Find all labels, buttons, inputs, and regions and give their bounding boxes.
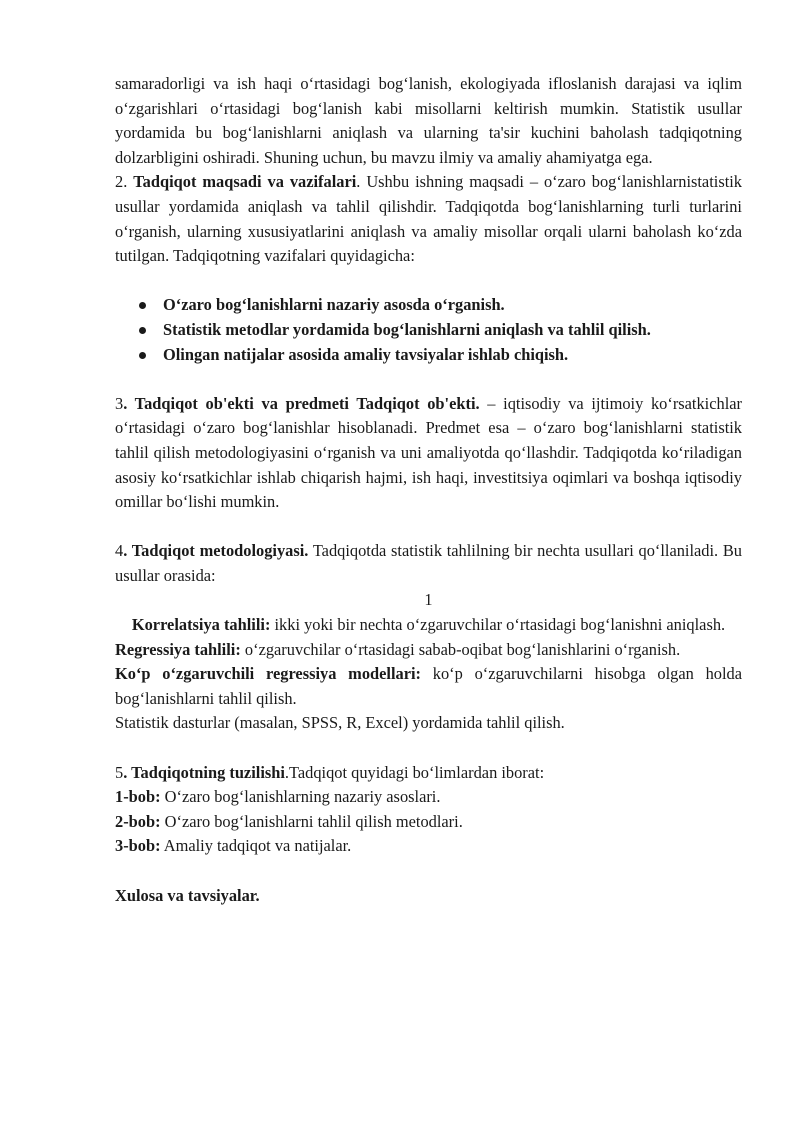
chapter-text: Amaliy tadqiqot va natijalar. — [160, 836, 352, 856]
method-correlation-label: Korrelatsiya tahlili: — [131, 615, 271, 635]
section-3-text: – iqtisodiy va ijtimoiy ko‘rsatkichlar o‘rtasidagi o‘zaro bog‘lanishlar hisoblanadi. Predmet esa – o‘zaro bog‘lanishlarni statistik tahlil qilish metodologiyasini o‘rganish va uni amaliyotda qo‘llashdir. Tadqiqotda ko‘riladigan asosiy ko‘rsatkichlar ishlab chiqarish hajmi, ish haqi, investitsiya oqimlari va boshqa iqtisodiy omillar bo‘lishi mumkin. — [115, 393, 742, 512]
list-item — [115, 293, 742, 318]
goal-text: Olingan natijalar asosida amaliy tavsiyalar ishlab chiqish. — [163, 344, 569, 364]
method-correlation — [115, 613, 742, 638]
section-3-number: 3 — [115, 393, 124, 413]
document-page — [115, 72, 742, 908]
chapter-label: 3-bob: — [115, 836, 161, 856]
spacer — [115, 515, 742, 540]
section-4-paragraph — [115, 539, 742, 588]
chapter-label: 1-bob: — [115, 787, 161, 807]
page-number: 1 — [424, 590, 433, 610]
section-4-text: Tadqiqotda statistik tahlilning bir nechta usullari qo‘llaniladi. Bu usullar orasida: — [115, 541, 742, 585]
section-3-title: . Tadqiqot ob'ekti va predmeti Tadqiqot ob'ekti. — [123, 393, 480, 413]
method-regression-label: Regressiya tahlili: — [115, 639, 241, 659]
method-multi-label: Ko‘p o‘zgaruvchili regressiya modellari: — [115, 664, 421, 684]
conclusion-title: Xulosa va tavsiyalar. — [115, 885, 260, 905]
list-item — [115, 343, 742, 368]
method-regression — [115, 638, 742, 663]
spacer — [115, 736, 742, 761]
chapter-label: 2-bob: — [115, 811, 161, 831]
chapter-text: O‘zaro bog‘lanishlarni tahlil qilish metodlari. — [160, 811, 463, 831]
method-correlation-text: ikki yoki bir nechta o‘zgaruvchilar o‘rtasidagi bog‘lanishni aniqlash. — [270, 615, 726, 635]
goals-list — [115, 293, 742, 367]
chapter-item-2 — [115, 810, 742, 835]
conclusion-heading — [115, 884, 742, 909]
goal-text: O‘zaro bog‘lanishlarni nazariy asosda o‘rganish. — [163, 295, 505, 315]
method-regression-text: o‘zgaruvchilar o‘rtasidagi sabab-oqibat bog‘lanishlarini o‘rganish. — [240, 639, 681, 659]
spacer — [115, 367, 742, 392]
bullet-icon — [139, 302, 146, 309]
chapter-item-1 — [115, 785, 742, 810]
spacer — [115, 269, 742, 294]
section-2-number: 2. — [115, 172, 128, 192]
method-multi-text: ko‘p o‘zgaruvchilarni hisobga olgan holda bog‘lanishlarni tahlil qilish. — [115, 664, 742, 708]
section-5-text: .Tadqiqot quyidagi bo‘limlardan iborat: — [284, 762, 545, 782]
section-4-number: 4 — [115, 541, 124, 561]
list-item — [115, 318, 742, 343]
section-5-paragraph — [115, 761, 742, 786]
section-2-text: . Ushbu ishning maqsadi – o‘zaro bog‘lanishlarnistatistik usullar yordamida aniqlash va tahlil qilishdir. Tadqiqotda bog‘lanishlarning turli turlarini o‘rganish, ularning xususiyatlarini aniqlash va amaliy misollar orqali ularni baholash ko‘zda tutilgan. Tadqiqotning vazifalari quyidagicha: — [115, 172, 742, 266]
section-3-paragraph — [115, 392, 742, 515]
intro-paragraph: samaradorligi va ish haqi o‘rtasidagi bog‘lanish, ekologiyada ifloslanish darajasi va iqlim o‘zgarishlari o‘rtasidagi bog‘lanish kabi misollarni keltirish mumkin. Statistik usullar yordamida bu bog‘lanishlarni aniqlash va ularning ta'sir kuchini baholash tadqiqotning dolzarbligini oshiradi. Shuning uchun, bu mavzu ilmiy va amaliy ahamiyatga ega. — [115, 74, 742, 167]
bullet-icon — [139, 327, 146, 334]
section-2-paragraph — [115, 170, 742, 268]
bullet-icon — [139, 352, 146, 359]
section-5-number: 5 — [115, 762, 124, 782]
method-software: Statistik dasturlar (masalan, SPSS, R, Excel) yordamida tahlil qilish. — [115, 713, 565, 733]
section-4-title: . Tadqiqot metodologiyasi. — [123, 541, 309, 561]
method-multi-regression — [115, 662, 742, 711]
spacer — [115, 859, 742, 884]
section-2-title: Tadqiqot maqsadi va vazifalari — [133, 172, 357, 192]
chapter-item-3 — [115, 834, 742, 859]
chapter-text: O‘zaro bog‘lanishlarning nazariy asoslari. — [160, 787, 441, 807]
section-5-title: . Tadqiqotning tuzilishi — [123, 762, 285, 782]
goal-text: Statistik metodlar yordamida bog‘lanishlarni aniqlash va tahlil qilish. — [163, 319, 651, 339]
